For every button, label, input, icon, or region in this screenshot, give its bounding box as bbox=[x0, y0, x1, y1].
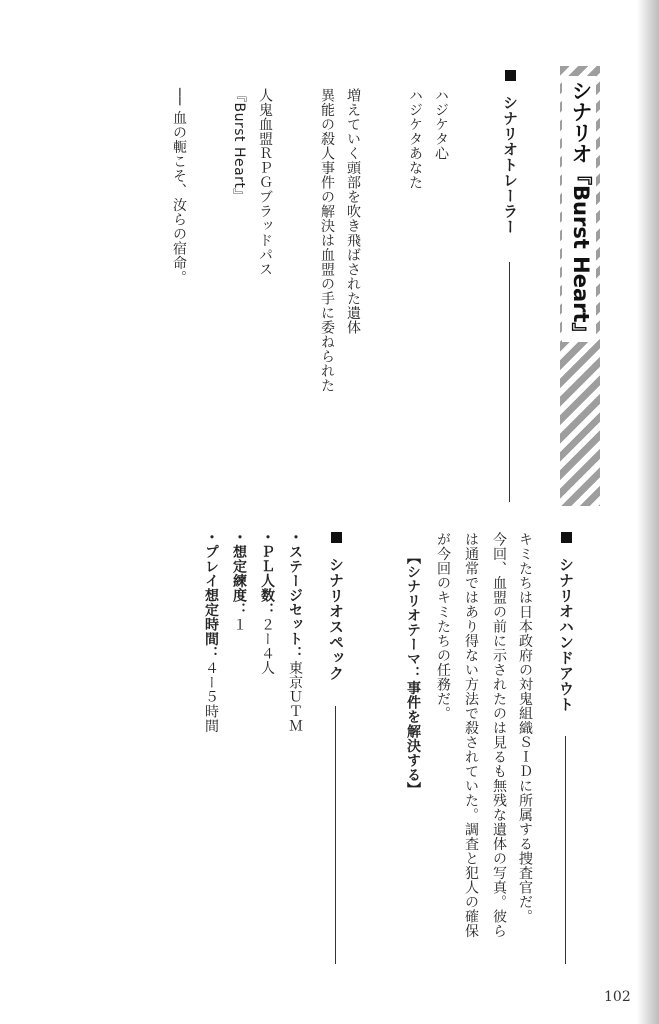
spec-label: ・ステージセット： bbox=[287, 530, 303, 661]
spec-heading bbox=[326, 532, 347, 681]
spec-value: ２ー４人 bbox=[259, 617, 275, 675]
spec-label: ・想定練度： bbox=[231, 530, 247, 617]
trailer-line: 人鬼血盟ＲＰＧブラッドパス bbox=[257, 88, 273, 277]
spec-value: １ bbox=[231, 617, 247, 632]
spec-label: ・ＰＬ人数： bbox=[259, 530, 275, 617]
trailer-line: 増えていく頭部を吹き飛ばされた遺体 bbox=[345, 88, 361, 335]
square-bullet-icon bbox=[331, 532, 342, 543]
handout-line: は通常ではあり得ない方法で殺されていた。調査と犯人の確保 bbox=[463, 532, 479, 938]
trailer-heading-text: シナリオトレーラー bbox=[501, 94, 519, 235]
trailer-line: 『Burst Heart』 bbox=[231, 88, 247, 203]
spec-label: ・プレイ想定時間： bbox=[203, 530, 219, 661]
spec-value: ４ー５時間 bbox=[203, 660, 219, 733]
handout-heading bbox=[556, 532, 577, 712]
page-gutter-shadow bbox=[637, 0, 659, 1024]
trailer-heading bbox=[500, 70, 521, 234]
spec-item bbox=[226, 530, 252, 632]
trailer-line: ハジケタ心 bbox=[433, 88, 449, 161]
trailer-heading-rule bbox=[509, 262, 510, 502]
trailer-closing-line: ── 血の軛こそ、汝らの宿命。 bbox=[171, 88, 187, 285]
square-bullet-icon bbox=[505, 70, 516, 81]
handout-line: 今回、血盟の前に示されたのは見るも無残な遺体の写真。彼ら bbox=[491, 532, 507, 938]
handout-heading-text: シナリオハンドアウト bbox=[557, 556, 575, 712]
handout-line: が今回のキミたちの任務だ。 bbox=[435, 532, 451, 721]
scenario-title: シナリオ『Burst Heart』 bbox=[562, 76, 596, 342]
spec-item bbox=[254, 530, 280, 675]
scenario-theme: 【シナリオテーマ：事件を解決する】 bbox=[405, 550, 421, 797]
trailer-line: ハジケタあなた bbox=[407, 88, 423, 190]
spec-item bbox=[198, 530, 224, 733]
spec-value: 東京ＵＴＭ bbox=[287, 660, 303, 733]
square-bullet-icon bbox=[561, 532, 572, 543]
spec-item bbox=[282, 530, 308, 733]
handout-line: キミたちは日本政府の対鬼組織ＳＩＤに所属する捜査官だ。 bbox=[517, 532, 533, 924]
spec-heading-rule bbox=[335, 706, 336, 964]
handout-heading-rule bbox=[565, 736, 566, 964]
page-number: 102 bbox=[604, 989, 631, 1005]
trailer-line: 異能の殺人事件の解決は血盟の手に委ねられた bbox=[319, 88, 335, 393]
spec-heading-text: シナリオスペック bbox=[327, 556, 345, 681]
